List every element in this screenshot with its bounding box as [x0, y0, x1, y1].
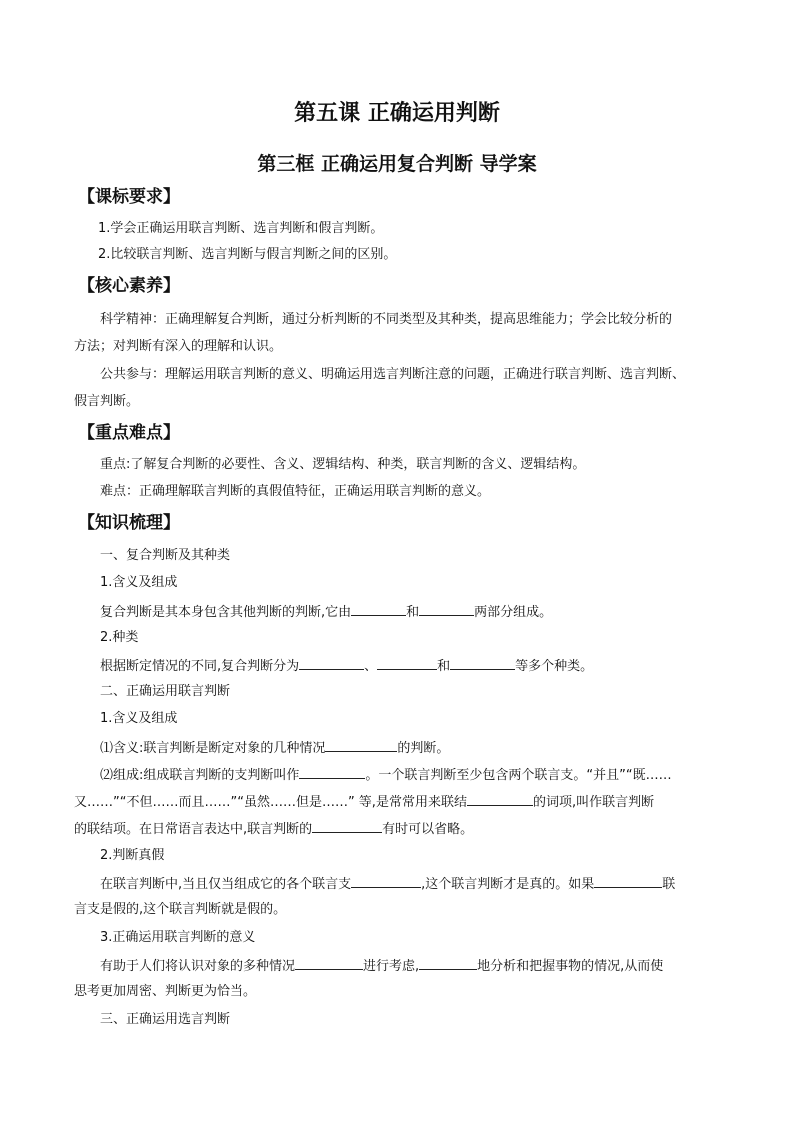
fill-line-types	[100, 655, 593, 677]
text: 有助于人们将认识对象的多种情况	[100, 959, 296, 974]
literacy-line-1: 科学精神：正确理解复合判断，通过分析判断的不同类型及其种类，提高思维能力；学会比较分析的	[100, 312, 673, 327]
fill-line-composition	[100, 601, 552, 623]
text: 根据断定情况的不同,复合判断分为	[100, 659, 300, 674]
text: 、	[364, 659, 378, 674]
text: 和	[437, 659, 451, 674]
curriculum-item-1: 1.学会正确运用联言判断、选言判断和假言判断。	[98, 221, 384, 236]
significance-line-2: 思考更加周密、判断更为恰当。	[74, 984, 257, 999]
text: 复合判断是其本身包含其他判断的判断,它由	[100, 605, 352, 620]
blank[interactable]	[299, 655, 364, 670]
text: 地分析和把握事物的情况,从而使	[477, 959, 664, 974]
difficulty-line: 难点：正确理解联言判断的真假值特征，正确运用联言判断的意义。	[100, 484, 491, 499]
text: ⑵组成:组成联言判断的支判断叫作	[100, 768, 300, 783]
text: 联	[662, 877, 676, 892]
lesson-title: 第五课 正确运用判断	[294, 100, 500, 126]
heading-knowledge: 【知识梳理】	[78, 513, 180, 533]
subsection-2-2: 2.判断真假	[100, 848, 165, 863]
blank[interactable]	[351, 601, 406, 616]
section-3-title: 三、正确运用选言判断	[100, 1012, 231, 1027]
blank[interactable]	[351, 873, 421, 888]
blank[interactable]	[467, 791, 533, 806]
fill-line-significance	[100, 955, 663, 977]
text: 的联结项。在日常语言表达中,联言判断的	[74, 822, 313, 837]
text: 在联言判断中,当且仅当组成它的各个联言支	[100, 877, 352, 892]
subsection-1-2: 2.种类	[100, 630, 139, 645]
text: 等多个种类。	[515, 659, 594, 674]
section-2-title: 二、正确运用联言判断	[100, 684, 231, 699]
subsection-1-1: 1.含义及组成	[100, 575, 178, 590]
section-1-title: 一、复合判断及其种类	[100, 548, 231, 563]
truth-line-2: 言支是假的,这个联言判断就是假的。	[74, 902, 287, 917]
text: ⑴含义:联言判断是断定对象的几种情况	[100, 741, 326, 756]
heading-keypoints: 【重点难点】	[78, 423, 180, 443]
heading-curriculum: 【课标要求】	[78, 187, 180, 207]
text: 又……”“不但……而且……”“虽然……但是……” 等,是常常用来联结	[74, 795, 467, 810]
text: 和	[406, 605, 420, 620]
fill-line-components	[100, 764, 672, 786]
lesson-subtitle: 第三框 正确运用复合判断 导学案	[257, 153, 537, 175]
blank[interactable]	[299, 764, 365, 779]
literacy-line-3: 公共参与：理解运用联言判断的意义、明确运用选言判断注意的问题，正确进行联言判断、选言判断、	[100, 367, 686, 382]
heading-literacy: 【核心素养】	[78, 276, 180, 296]
fill-line-connectives	[74, 791, 654, 813]
fill-line-meaning	[100, 737, 449, 759]
blank[interactable]	[419, 601, 474, 616]
blank[interactable]	[419, 955, 477, 970]
subsection-2-3: 3.正确运用联言判断的意义	[100, 930, 256, 945]
blank[interactable]	[295, 955, 363, 970]
blank[interactable]	[450, 655, 515, 670]
fill-line-omission	[74, 818, 473, 840]
fill-line-truth	[100, 873, 675, 895]
literacy-line-4: 假言判断。	[74, 394, 140, 409]
blank[interactable]	[594, 873, 662, 888]
text: 。一个联言判断至少包含两个联言支。“并且”“既……	[365, 768, 672, 783]
keypoint-line: 重点:了解复合判断的必要性、含义、逻辑结构、种类，联言判断的含义、逻辑结构。	[100, 457, 586, 472]
subsection-2-1: 1.含义及组成	[100, 711, 178, 726]
text: 进行考虑,	[363, 959, 420, 974]
text: 两部分组成。	[474, 605, 553, 620]
text: ,这个联言判断才是真的。如果	[421, 877, 595, 892]
text: 有时可以省略。	[382, 822, 474, 837]
text: 的判断。	[397, 741, 450, 756]
blank[interactable]	[377, 655, 437, 670]
blank[interactable]	[325, 737, 397, 752]
text: 的词项,叫作联言判断	[532, 795, 655, 810]
blank[interactable]	[312, 818, 382, 833]
literacy-line-2: 方法；对判断有深入的理解和认识。	[74, 339, 283, 354]
curriculum-item-2: 2.比较联言判断、选言判断与假言判断之间的区别。	[98, 247, 397, 262]
